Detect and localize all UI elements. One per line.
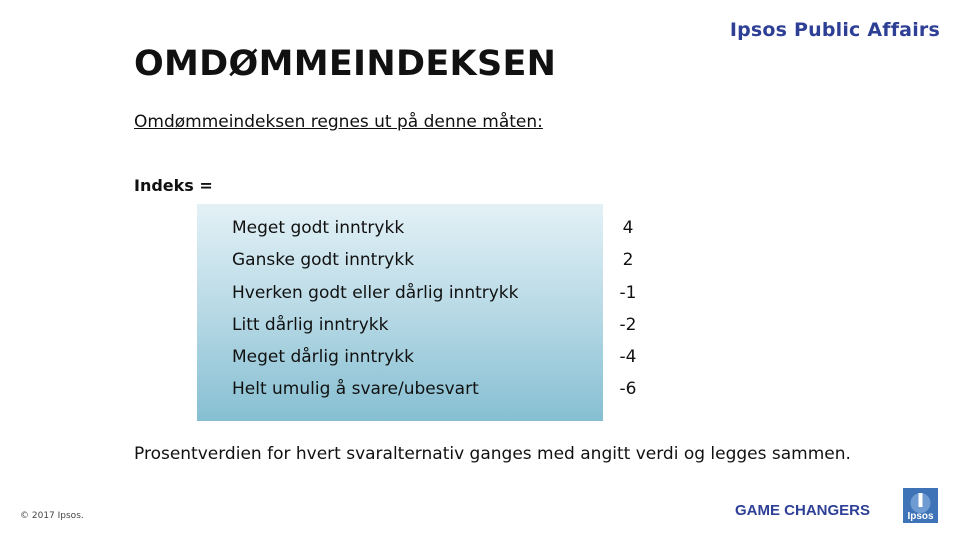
copyright: © 2017 Ipsos. <box>20 511 84 521</box>
page-title: OMDØMMEINDEKSEN <box>134 44 557 84</box>
brand-name: Ipsos Public Affairs <box>729 19 940 41</box>
logo-text: Ipsos <box>907 511 934 522</box>
formula-label: Indeks = <box>134 176 213 195</box>
weight-row-value: 4 <box>622 218 634 238</box>
weight-row-label: Litt dårlig inntrykk <box>232 315 389 335</box>
weight-row-label: Ganske godt inntrykk <box>232 250 415 270</box>
tagline: GAME CHANGERS <box>735 502 871 519</box>
weight-row-label: Helt umulig å svare/ubesvart <box>232 379 479 399</box>
footnote: Prosentverdien for hvert svaralternativ ganges med angitt verdi og legges sammen. <box>134 444 851 464</box>
weight-row-label: Meget dårlig inntrykk <box>232 347 414 367</box>
weight-row-value: 2 <box>622 250 634 270</box>
weight-row-label: Hverken godt eller dårlig inntrykk <box>232 283 519 303</box>
subtitle: Omdømmeindeksen regnes ut på denne måten: <box>134 112 543 132</box>
ipsos-logo-icon <box>903 488 938 523</box>
weight-row-label: Meget godt inntrykk <box>232 218 405 238</box>
weight-row-value: -2 <box>619 315 637 335</box>
weight-row-value: -1 <box>619 283 637 303</box>
weight-row-value: -4 <box>619 347 637 367</box>
weight-row-value: -6 <box>619 379 637 399</box>
